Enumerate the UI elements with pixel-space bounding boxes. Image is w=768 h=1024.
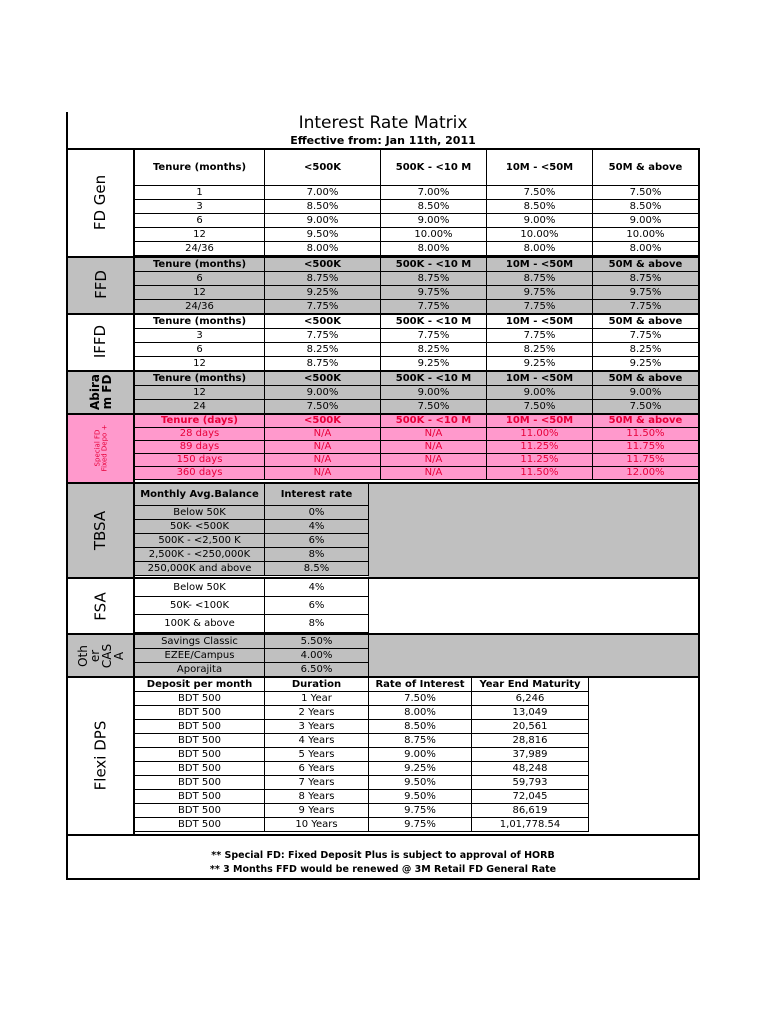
table-cell: 8.25% xyxy=(593,343,699,357)
table-header-row xyxy=(135,150,699,186)
table-cell: 24 xyxy=(135,400,265,414)
table-cell: 9.00% xyxy=(265,386,381,400)
table-cell: N/A xyxy=(381,428,487,441)
table-cell: 6% xyxy=(265,534,369,548)
table-cell: 72,045 xyxy=(472,790,589,804)
page-title: Interest Rate Matrix xyxy=(298,113,468,133)
table-cell: 7.75% xyxy=(593,329,699,343)
tbsa-filler xyxy=(368,484,698,577)
table-row xyxy=(135,790,589,804)
table-cell: 2,500K - <250,000K xyxy=(135,548,265,562)
table-cell: 13,049 xyxy=(472,706,589,720)
table-cell: 20,561 xyxy=(472,720,589,734)
table-cell: 28 days xyxy=(135,428,265,441)
table-row xyxy=(135,186,699,200)
table-header-cell: 50M & above xyxy=(593,415,699,428)
table-cell: 9.25% xyxy=(487,357,593,371)
table-row xyxy=(135,720,589,734)
table-row xyxy=(135,734,589,748)
table-cell: 7.75% xyxy=(265,329,381,343)
table-row xyxy=(135,615,369,633)
table-row xyxy=(135,562,369,576)
table-cell: 7.50% xyxy=(369,692,472,706)
table-cell: 8.00% xyxy=(487,242,593,256)
footnote-special-fd: ** Special FD: Fixed Deposit Plus is subject to approval of HORB xyxy=(211,850,555,861)
table-cell: 9.00% xyxy=(487,214,593,228)
table-header-cell: 500K - <10 M xyxy=(381,315,487,329)
table-cell: 7 Years xyxy=(265,776,369,790)
table-cell: 8.25% xyxy=(381,343,487,357)
table-row xyxy=(135,534,369,548)
fsa-table xyxy=(134,578,369,633)
table-cell: 8.50% xyxy=(369,720,472,734)
table-header-cell: 10M - <50M xyxy=(487,415,593,428)
table-cell: EZEE/Campus xyxy=(135,649,265,663)
table-row xyxy=(135,428,699,441)
table-header-cell: <500K xyxy=(265,150,381,186)
table-cell: 9.00% xyxy=(381,214,487,228)
table-cell: N/A xyxy=(265,467,381,480)
table-cell: 7.75% xyxy=(381,300,487,314)
table-header-row xyxy=(135,415,699,428)
table-row xyxy=(135,400,699,414)
section-label-special-fd: Special FD Fixed Depo + xyxy=(68,413,134,483)
table-header-cell: 50M & above xyxy=(593,150,699,186)
table-header-cell: Year End Maturity xyxy=(472,678,589,692)
table-cell: 8.50% xyxy=(487,200,593,214)
table-cell: 6 Years xyxy=(265,762,369,776)
table-cell: 1 xyxy=(135,186,265,200)
table-cell: 8.50% xyxy=(593,200,699,214)
section-label-fsa: FSA xyxy=(91,591,110,621)
table-cell: 24/36 xyxy=(135,242,265,256)
table-cell: 4% xyxy=(265,520,369,534)
table-cell: 59,793 xyxy=(472,776,589,790)
table-header-cell: <500K xyxy=(265,415,381,428)
other-casa-filler xyxy=(368,635,698,676)
table-header-cell: 10M - <50M xyxy=(487,315,593,329)
table-cell: 8.5% xyxy=(265,562,369,576)
tbsa-table xyxy=(134,483,369,576)
table-cell: 7.00% xyxy=(381,186,487,200)
table-row xyxy=(135,286,699,300)
table-cell: 9 Years xyxy=(265,804,369,818)
table-header-cell: <500K xyxy=(265,315,381,329)
table-cell: 7.50% xyxy=(265,400,381,414)
section-label-fd-gen: FD Gen xyxy=(91,174,110,231)
table-cell: 100K & above xyxy=(135,615,265,633)
table-cell: 7.75% xyxy=(381,329,487,343)
table-cell: 8 Years xyxy=(265,790,369,804)
table-header-cell: Monthly Avg.Balance xyxy=(135,484,265,506)
table-row xyxy=(135,329,699,343)
table-header-cell: 10M - <50M xyxy=(487,150,593,186)
table-cell: 7.75% xyxy=(265,300,381,314)
table-cell: 7.75% xyxy=(487,329,593,343)
table-row xyxy=(135,579,369,597)
table-row xyxy=(135,272,699,286)
table-row xyxy=(135,818,589,832)
table-cell: 28,816 xyxy=(472,734,589,748)
table-cell: BDT 500 xyxy=(135,734,265,748)
table-row xyxy=(135,214,699,228)
table-cell: 89 days xyxy=(135,441,265,454)
table-cell: 8.75% xyxy=(487,272,593,286)
table-row xyxy=(135,706,589,720)
table-cell: 9.00% xyxy=(593,386,699,400)
table-row xyxy=(135,748,589,762)
other-casa-table xyxy=(134,634,369,677)
table-cell: 8.50% xyxy=(381,200,487,214)
table-row xyxy=(135,776,589,790)
table-header-cell: 10M - <50M xyxy=(487,372,593,386)
table-cell: Savings Classic xyxy=(135,635,265,649)
table-header-cell: <500K xyxy=(265,258,381,272)
table-cell: 9.75% xyxy=(593,286,699,300)
table-cell: 12 xyxy=(135,286,265,300)
table-cell: 10.00% xyxy=(381,228,487,242)
iffd-table xyxy=(134,314,699,371)
table-cell: 9.50% xyxy=(369,790,472,804)
table-cell: 500K - <2,500 K xyxy=(135,534,265,548)
table-cell: 9.00% xyxy=(381,386,487,400)
table-row xyxy=(135,300,699,314)
table-cell: Below 50K xyxy=(135,506,265,520)
table-header-cell: Duration xyxy=(265,678,369,692)
footnote-ffd-renewal: ** 3 Months FFD would be renewed @ 3M Retail FD General Rate xyxy=(209,864,557,875)
table-cell: 3 xyxy=(135,329,265,343)
table-cell: Aporajita xyxy=(135,663,265,677)
table-cell: 12 xyxy=(135,386,265,400)
table-header-cell: Tenure (months) xyxy=(135,372,265,386)
table-header-cell: Tenure (months) xyxy=(135,150,265,186)
table-row xyxy=(135,520,369,534)
table-header-cell: Deposit per month xyxy=(135,678,265,692)
table-cell: 6.50% xyxy=(265,663,369,677)
table-cell: 150 days xyxy=(135,454,265,467)
table-cell: 50K- <100K xyxy=(135,597,265,615)
table-cell: N/A xyxy=(381,467,487,480)
table-row xyxy=(135,200,699,214)
table-cell: 360 days xyxy=(135,467,265,480)
table-row xyxy=(135,343,699,357)
table-cell: 86,619 xyxy=(472,804,589,818)
table-cell: 7.50% xyxy=(593,186,699,200)
table-cell: 9.25% xyxy=(381,357,487,371)
table-cell: N/A xyxy=(265,441,381,454)
section-label-abiram-fd: Abira m FD xyxy=(68,370,134,413)
table-cell: 48,248 xyxy=(472,762,589,776)
table-cell: 8.00% xyxy=(265,242,381,256)
table-cell: 10.00% xyxy=(487,228,593,242)
table-header-cell: 10M - <50M xyxy=(487,258,593,272)
abiram-fd-table xyxy=(134,371,699,414)
fd-gen-table xyxy=(134,149,699,256)
table-cell: 1 Year xyxy=(265,692,369,706)
table-cell: 11.25% xyxy=(487,441,593,454)
table-cell: 6 xyxy=(135,343,265,357)
table-cell: 9.75% xyxy=(369,804,472,818)
table-header-row xyxy=(135,258,699,272)
table-cell: 9.00% xyxy=(369,748,472,762)
table-cell: 7.50% xyxy=(487,186,593,200)
table-header-row xyxy=(135,484,369,506)
table-cell: 37,989 xyxy=(472,748,589,762)
table-cell: 9.00% xyxy=(593,214,699,228)
table-header-cell: 50M & above xyxy=(593,258,699,272)
table-cell: 8% xyxy=(265,615,369,633)
ffd-table xyxy=(134,257,699,314)
table-cell: BDT 500 xyxy=(135,706,265,720)
table-header-cell: 500K - <10 M xyxy=(381,415,487,428)
table-cell: 0% xyxy=(265,506,369,520)
table-row xyxy=(135,242,699,256)
table-header-row xyxy=(135,315,699,329)
table-cell: 9.50% xyxy=(265,228,381,242)
table-cell: 11.00% xyxy=(487,428,593,441)
table-header-cell: 500K - <10 M xyxy=(381,150,487,186)
table-cell: 8.75% xyxy=(593,272,699,286)
table-cell: BDT 500 xyxy=(135,776,265,790)
table-cell: BDT 500 xyxy=(135,818,265,832)
table-cell: 5.50% xyxy=(265,635,369,649)
table-cell: BDT 500 xyxy=(135,762,265,776)
table-cell: 9.25% xyxy=(265,286,381,300)
table-cell: N/A xyxy=(265,428,381,441)
table-cell: 11.25% xyxy=(487,454,593,467)
table-row xyxy=(135,762,589,776)
table-cell: 8% xyxy=(265,548,369,562)
table-row xyxy=(135,692,589,706)
table-cell: N/A xyxy=(265,454,381,467)
table-cell: 9.25% xyxy=(593,357,699,371)
table-cell: 11.75% xyxy=(593,454,699,467)
table-row xyxy=(135,467,699,480)
table-header-cell: Rate of Interest xyxy=(369,678,472,692)
table-header-row xyxy=(135,678,589,692)
table-header-cell: 50M & above xyxy=(593,315,699,329)
table-cell: 8.75% xyxy=(381,272,487,286)
table-row xyxy=(135,357,699,371)
table-cell: 50K- <500K xyxy=(135,520,265,534)
table-cell: 10.00% xyxy=(593,228,699,242)
table-cell: 9.75% xyxy=(369,818,472,832)
table-cell: 8.00% xyxy=(381,242,487,256)
table-cell: 8.25% xyxy=(265,343,381,357)
table-cell: 3 xyxy=(135,200,265,214)
table-cell: 250,000K and above xyxy=(135,562,265,576)
table-row xyxy=(135,454,699,467)
table-row xyxy=(135,635,369,649)
table-cell: 12 xyxy=(135,228,265,242)
table-cell: 6% xyxy=(265,597,369,615)
table-header-cell: Tenure (months) xyxy=(135,315,265,329)
table-cell: 8.75% xyxy=(265,272,381,286)
table-row xyxy=(135,506,369,520)
table-cell: 6 xyxy=(135,214,265,228)
table-row xyxy=(135,663,369,677)
special-fd-table xyxy=(134,414,699,480)
section-label-iffd: IFFD xyxy=(91,324,110,359)
table-cell: 8.00% xyxy=(369,706,472,720)
page-subtitle: Effective from: Jan 11th, 2011 xyxy=(290,134,476,147)
table-header-cell: 50M & above xyxy=(593,372,699,386)
table-cell: 11.50% xyxy=(593,428,699,441)
table-cell: Below 50K xyxy=(135,579,265,597)
table-header-cell: 500K - <10 M xyxy=(381,372,487,386)
section-label-other-casa: Oth er CAS A xyxy=(68,634,134,677)
table-cell: 7.50% xyxy=(593,400,699,414)
table-cell: 6 xyxy=(135,272,265,286)
frame-bottom-border xyxy=(66,878,700,880)
table-cell: 9.50% xyxy=(369,776,472,790)
table-cell: 12 xyxy=(135,357,265,371)
table-cell: BDT 500 xyxy=(135,692,265,706)
table-row xyxy=(135,804,589,818)
table-cell: 8.75% xyxy=(265,357,381,371)
table-cell: 8.50% xyxy=(265,200,381,214)
table-cell: 9.75% xyxy=(487,286,593,300)
table-cell: 3 Years xyxy=(265,720,369,734)
table-row xyxy=(135,649,369,663)
table-header-row xyxy=(135,372,699,386)
table-cell: N/A xyxy=(381,441,487,454)
table-cell: 24/36 xyxy=(135,300,265,314)
table-cell: 7.50% xyxy=(487,400,593,414)
table-cell: 4% xyxy=(265,579,369,597)
table-cell: BDT 500 xyxy=(135,748,265,762)
table-row xyxy=(135,548,369,562)
table-row xyxy=(135,228,699,242)
table-cell: 8.00% xyxy=(593,242,699,256)
table-row xyxy=(135,441,699,454)
table-cell: 11.50% xyxy=(487,467,593,480)
table-header-cell: Interest rate xyxy=(265,484,369,506)
table-cell: 9.00% xyxy=(265,214,381,228)
table-cell: 7.00% xyxy=(265,186,381,200)
table-header-cell: Tenure (days) xyxy=(135,415,265,428)
table-cell: 6,246 xyxy=(472,692,589,706)
section-divider xyxy=(66,834,700,836)
table-header-cell: Tenure (months) xyxy=(135,258,265,272)
table-row xyxy=(135,386,699,400)
table-cell: 8.75% xyxy=(369,734,472,748)
table-cell: 2 Years xyxy=(265,706,369,720)
table-cell: 9.25% xyxy=(369,762,472,776)
table-cell: 11.75% xyxy=(593,441,699,454)
table-cell: 12.00% xyxy=(593,467,699,480)
table-cell: 8.25% xyxy=(487,343,593,357)
flexi-dps-table xyxy=(134,677,589,832)
section-label-ffd: FFD xyxy=(68,256,134,313)
table-header-cell: 500K - <10 M xyxy=(381,258,487,272)
table-cell: BDT 500 xyxy=(135,720,265,734)
table-cell: BDT 500 xyxy=(135,804,265,818)
table-cell: 4.00% xyxy=(265,649,369,663)
table-cell: 5 Years xyxy=(265,748,369,762)
table-row xyxy=(135,597,369,615)
table-cell: 7.75% xyxy=(593,300,699,314)
table-cell: BDT 500 xyxy=(135,790,265,804)
table-cell: 10 Years xyxy=(265,818,369,832)
table-cell: 7.75% xyxy=(487,300,593,314)
table-cell: 9.75% xyxy=(381,286,487,300)
table-cell: N/A xyxy=(381,454,487,467)
table-cell: 7.50% xyxy=(381,400,487,414)
section-label-flexi-dps: Flexi DPS xyxy=(91,720,110,791)
table-header-cell: <500K xyxy=(265,372,381,386)
section-label-tbsa: TBSA xyxy=(68,483,134,578)
table-cell: 9.00% xyxy=(487,386,593,400)
table-cell: 1,01,778.54 xyxy=(472,818,589,832)
table-cell: 4 Years xyxy=(265,734,369,748)
